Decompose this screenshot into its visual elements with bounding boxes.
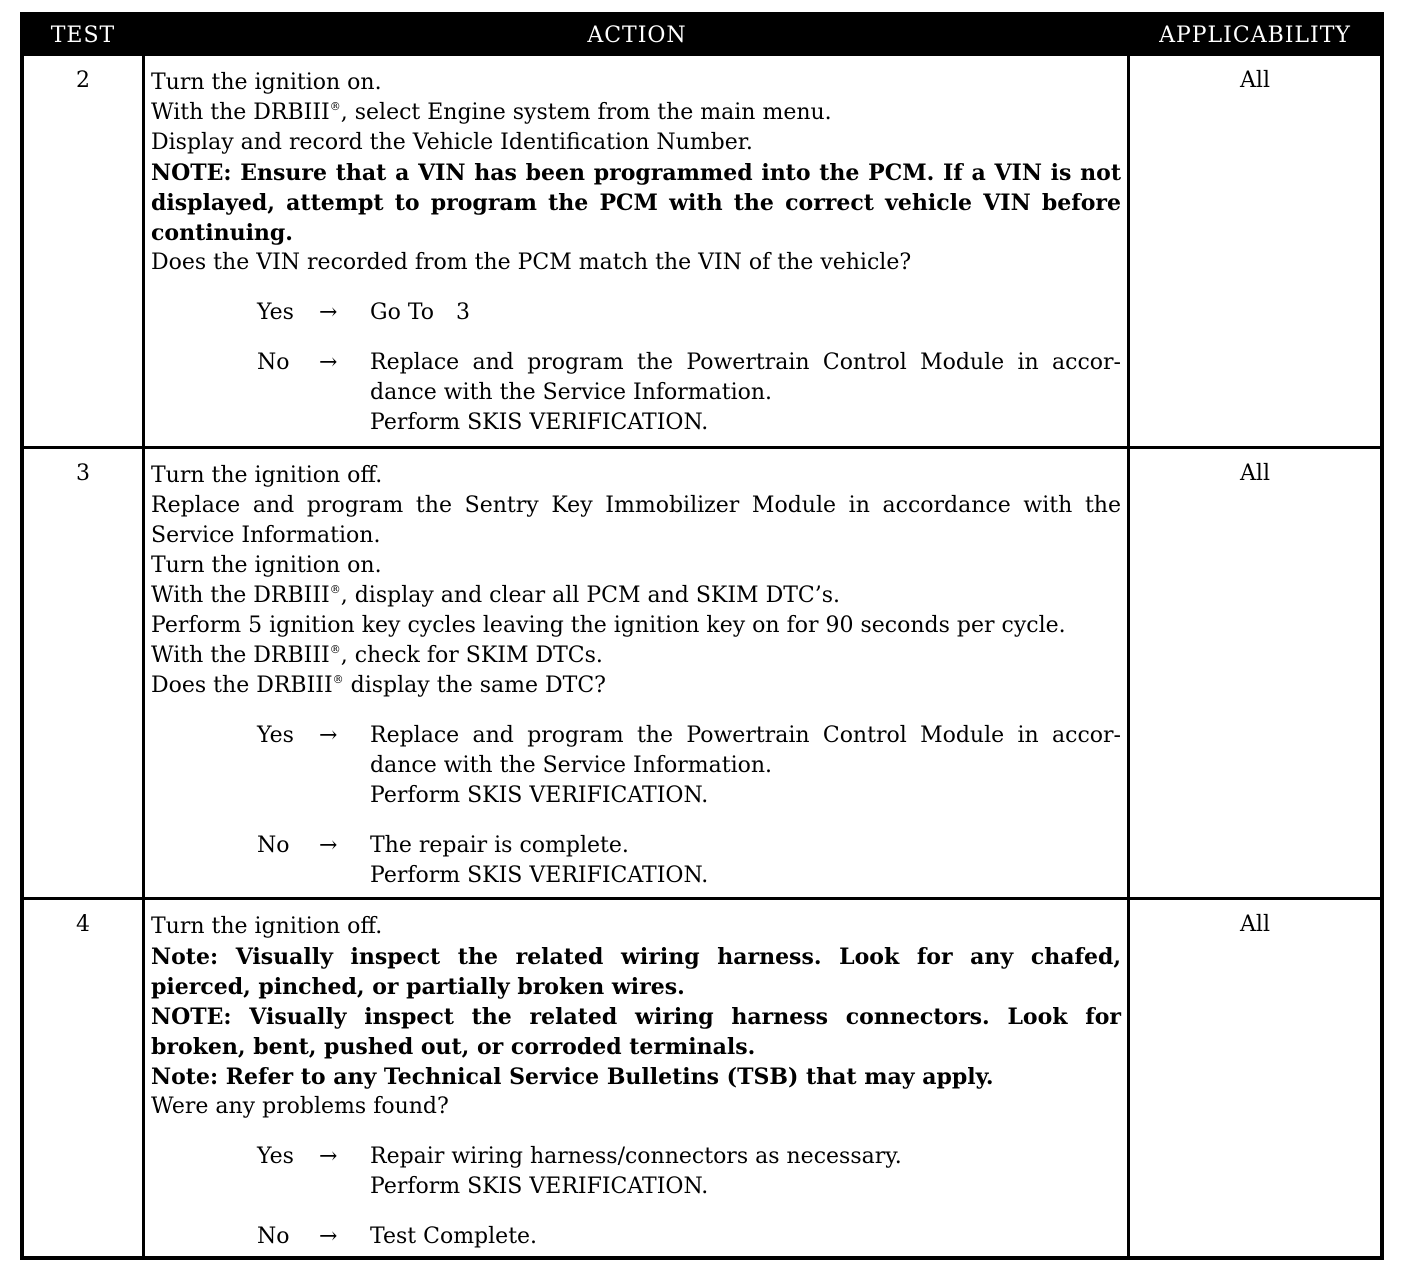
note-line: NOTE: Visually inspect the related wiring harness connectors. Look for: [151, 1004, 1121, 1030]
yes-answer: [151, 298, 1121, 328]
header-applicability: APPLICABILITY: [1159, 23, 1351, 48]
action-line: Turn the ignition off.: [151, 463, 383, 488]
test-number: 3: [76, 461, 90, 486]
no-label: No: [257, 1224, 290, 1249]
note-line: broken, bent, pushed out, or corroded terminals.: [151, 1034, 756, 1060]
action-cell: [151, 461, 1121, 891]
table-row-test-3: [24, 449, 1380, 900]
no-answer: [151, 348, 1121, 438]
note-line: Note: Visually inspect the related wiring harness. Look for any chafed,: [151, 944, 1121, 970]
no-outcome: [370, 1222, 1121, 1252]
question-line: Were any problems found?: [151, 1094, 449, 1119]
outcome-line: Perform SKIS VERIFICATION.: [370, 1174, 709, 1199]
action-line: With the DRBIII®, select Engine system from the main menu.: [151, 100, 832, 125]
column-divider: [1127, 900, 1130, 1256]
yes-outcome: [370, 721, 1121, 811]
outcome-line: Perform SKIS VERIFICATION.: [370, 410, 709, 435]
arrow-icon: →: [319, 723, 338, 748]
note-line: NOTE: Ensure that a VIN has been programmed into the PCM. If a VIN is not: [151, 160, 1121, 186]
goto-number: 3: [456, 300, 471, 325]
question-line: Does the VIN recorded from the PCM match the VIN of the vehicle?: [151, 250, 912, 275]
no-label: No: [257, 833, 290, 858]
yes-outcome: [370, 1142, 1121, 1202]
note-line: displayed, attempt to program the PCM with the correct vehicle VIN before: [151, 190, 1121, 216]
arrow-icon: →: [319, 300, 338, 325]
yes-label: Yes: [257, 300, 294, 325]
action-line: Turn the ignition on.: [151, 553, 382, 578]
outcome-line: Repair wiring harness/connectors as necessary.: [370, 1144, 902, 1169]
arrow-icon: →: [319, 833, 338, 858]
diagnostic-test-table: [20, 12, 1384, 1260]
column-divider: [142, 56, 145, 446]
outcome-line: The repair is complete.: [370, 833, 629, 858]
action-cell: [151, 912, 1121, 1252]
no-label: No: [257, 350, 290, 375]
action-line: Display and record the Vehicle Identification Number.: [151, 130, 753, 155]
table-row-test-2: [24, 56, 1380, 449]
action-line: Replace and program the Sentry Key Immobilizer Module in accordance with the: [151, 493, 1121, 518]
no-outcome: [370, 831, 1121, 891]
note-line: continuing.: [151, 220, 293, 246]
outcome-line: Test Complete.: [370, 1224, 538, 1249]
note-line: pierced, pinched, or partially broken wires.: [151, 974, 685, 1000]
arrow-icon: →: [319, 1224, 338, 1249]
yes-answer: [151, 1142, 1121, 1202]
applicability-value: All: [1240, 461, 1270, 486]
table-row-test-4: [24, 900, 1380, 1256]
action-line: With the DRBIII®, check for SKIM DTCs.: [151, 643, 603, 668]
column-divider: [142, 900, 145, 1256]
action-line: With the DRBIII®, display and clear all PCM and SKIM DTC’s.: [151, 583, 840, 608]
outcome-line: Perform SKIS VERIFICATION.: [370, 783, 709, 808]
goto-label: Go To: [370, 300, 435, 325]
outcome-line: Replace and program the Powertrain Control Module in accor-: [370, 350, 1121, 375]
arrow-icon: →: [319, 350, 338, 375]
yes-answer: [151, 721, 1121, 811]
action-line: Perform 5 ignition key cycles leaving the ignition key on for 90 seconds per cycle.: [151, 613, 1066, 638]
yes-label: Yes: [257, 1144, 294, 1169]
arrow-icon: →: [319, 1144, 338, 1169]
outcome-line: Replace and program the Powertrain Control Module in accor-: [370, 723, 1121, 748]
yes-label: Yes: [257, 723, 294, 748]
header-action: ACTION: [587, 23, 687, 48]
test-number: 2: [76, 68, 90, 93]
action-cell: [151, 68, 1121, 438]
column-divider: [142, 449, 145, 897]
outcome-line: dance with the Service Information.: [370, 380, 773, 405]
column-divider: [1127, 449, 1130, 897]
note-line: Note: Refer to any Technical Service Bulletins (TSB) that may apply.: [151, 1064, 994, 1090]
no-answer: [151, 1222, 1121, 1252]
action-line: Turn the ignition on.: [151, 70, 382, 95]
no-answer: [151, 831, 1121, 891]
test-number: 4: [76, 912, 90, 937]
no-outcome: [370, 348, 1121, 438]
applicability-value: All: [1240, 912, 1270, 937]
action-line: Turn the ignition off.: [151, 914, 383, 939]
table-header: [24, 16, 1380, 56]
action-line: Service Information.: [151, 523, 381, 548]
goto-link[interactable]: [370, 298, 470, 328]
column-divider: [1127, 56, 1130, 446]
header-test: TEST: [50, 23, 116, 48]
outcome-line: dance with the Service Information.: [370, 753, 773, 778]
outcome-line: Perform SKIS VERIFICATION.: [370, 863, 709, 888]
yes-outcome: [370, 298, 1121, 328]
applicability-value: All: [1240, 68, 1270, 93]
question-line: Does the DRBIII® display the same DTC?: [151, 673, 606, 698]
